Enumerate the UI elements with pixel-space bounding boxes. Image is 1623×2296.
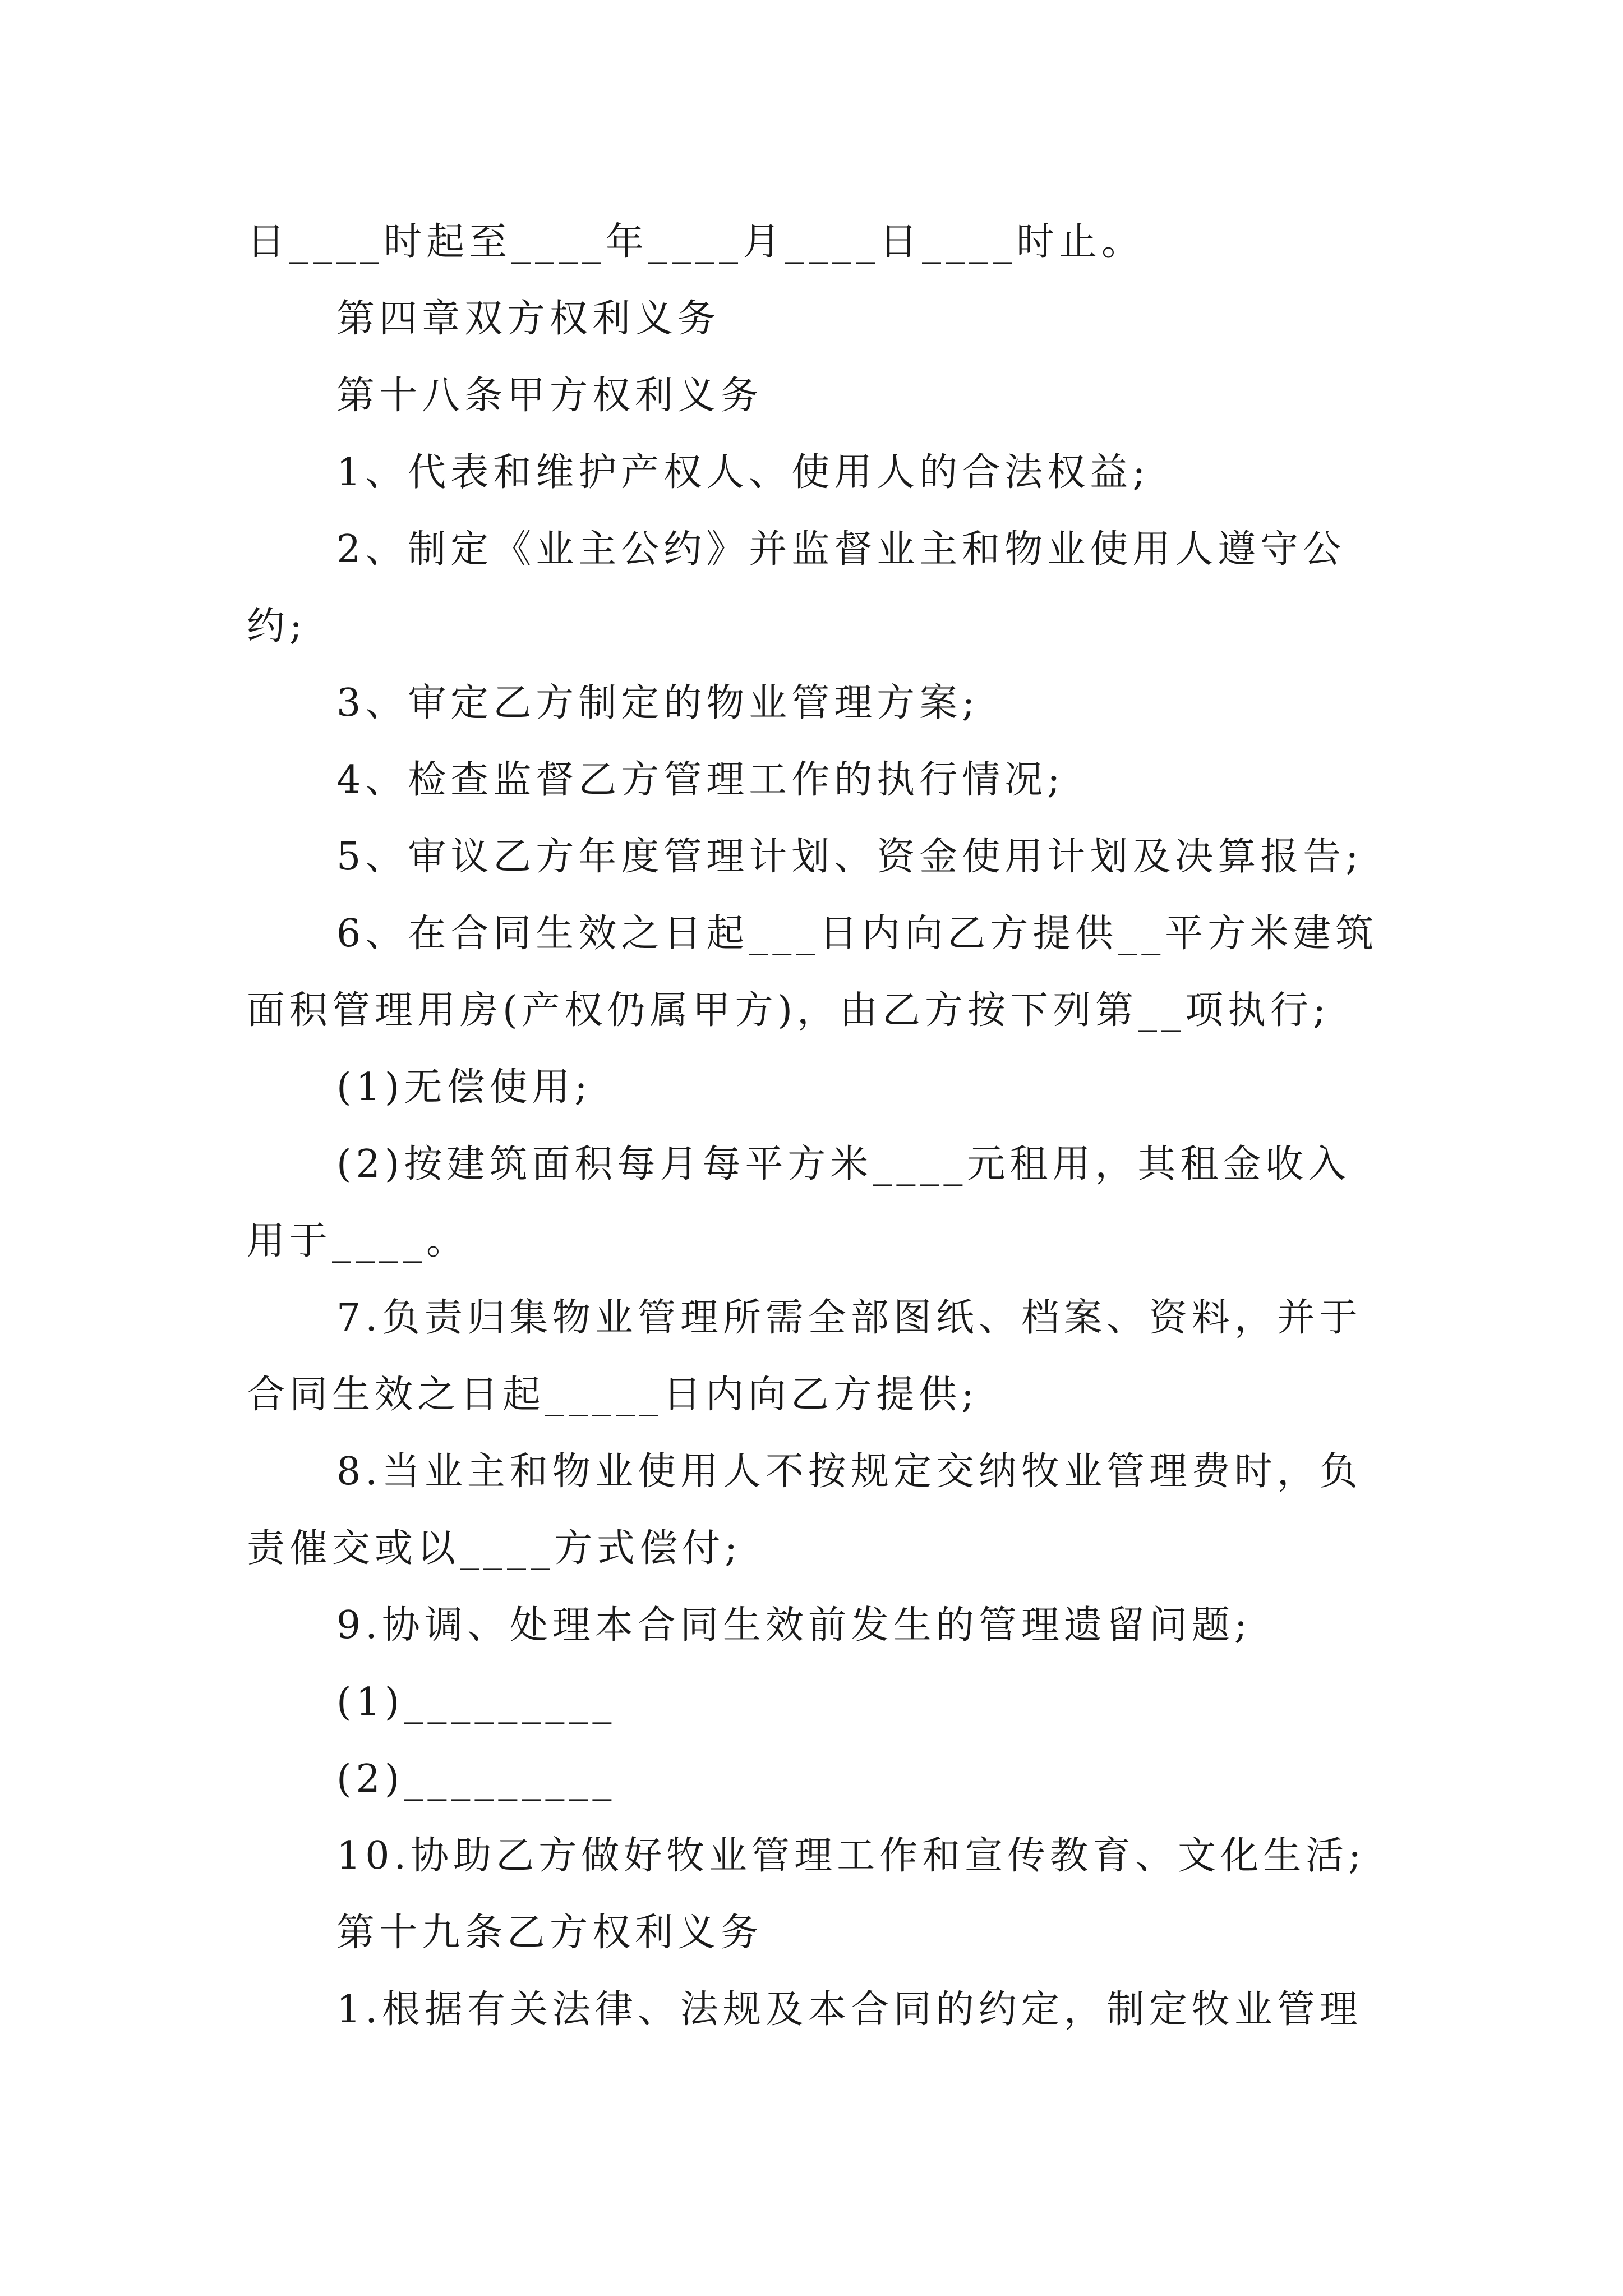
list-item: 2、制定《业主公约》并监督业主和物业使用人遵守公 — [336, 527, 1346, 572]
text-line: 面积管理用房(产权仍属甲方)，由乙方按下列第__项执行; — [247, 988, 1330, 1033]
list-item: 4、检查监督乙方管理工作的执行情况; — [336, 758, 1065, 802]
article-heading: 第十九条乙方权利义务 — [336, 1911, 763, 1955]
text-line: 约; — [247, 604, 307, 648]
sub-item: (2)按建筑面积每月每平方米____元租用，其租金收入 — [336, 1142, 1351, 1186]
list-item: 8.当业主和物业使用人不按规定交纳牧业管理费时，负 — [336, 1450, 1362, 1494]
list-item: 1.根据有关法律、法规及本合同的约定，制定牧业管理 — [336, 1987, 1362, 2032]
list-item: 5、审议乙方年度管理计划、资金使用计划及决算报告; — [336, 835, 1363, 879]
sub-item: (1)_________ — [336, 1680, 616, 1724]
text-line: 责催交或以____方式偿付; — [247, 1526, 742, 1571]
list-item: 1、代表和维护产权人、使用人的合法权益; — [336, 450, 1150, 495]
chapter-heading: 第四章双方权利义务 — [336, 297, 721, 341]
list-item: 6、在合同生效之日起___日内向乙方提供__平方米建筑 — [336, 912, 1378, 956]
text-line: 合同生效之日起_____日内向乙方提供; — [247, 1373, 979, 1417]
sub-item: (1)无偿使用; — [336, 1065, 592, 1110]
list-item: 9.协调、处理本合同生效前发生的管理遗留问题; — [336, 1603, 1252, 1648]
article-heading: 第十八条甲方权利义务 — [336, 374, 763, 418]
list-item: 3、审定乙方制定的物业管理方案; — [336, 681, 980, 725]
list-item: 7.负责归集物业管理所需全部图纸、档案、资料，并于 — [336, 1296, 1362, 1340]
text-line: 用于____。 — [247, 1219, 469, 1263]
text-line: 日____时起至____年____月____日____时止。 — [247, 220, 1145, 264]
sub-item: (2)_________ — [336, 1757, 616, 1801]
list-item: 10.协助乙方做好牧业管理工作和宣传教育、文化生活; — [336, 1834, 1366, 1878]
